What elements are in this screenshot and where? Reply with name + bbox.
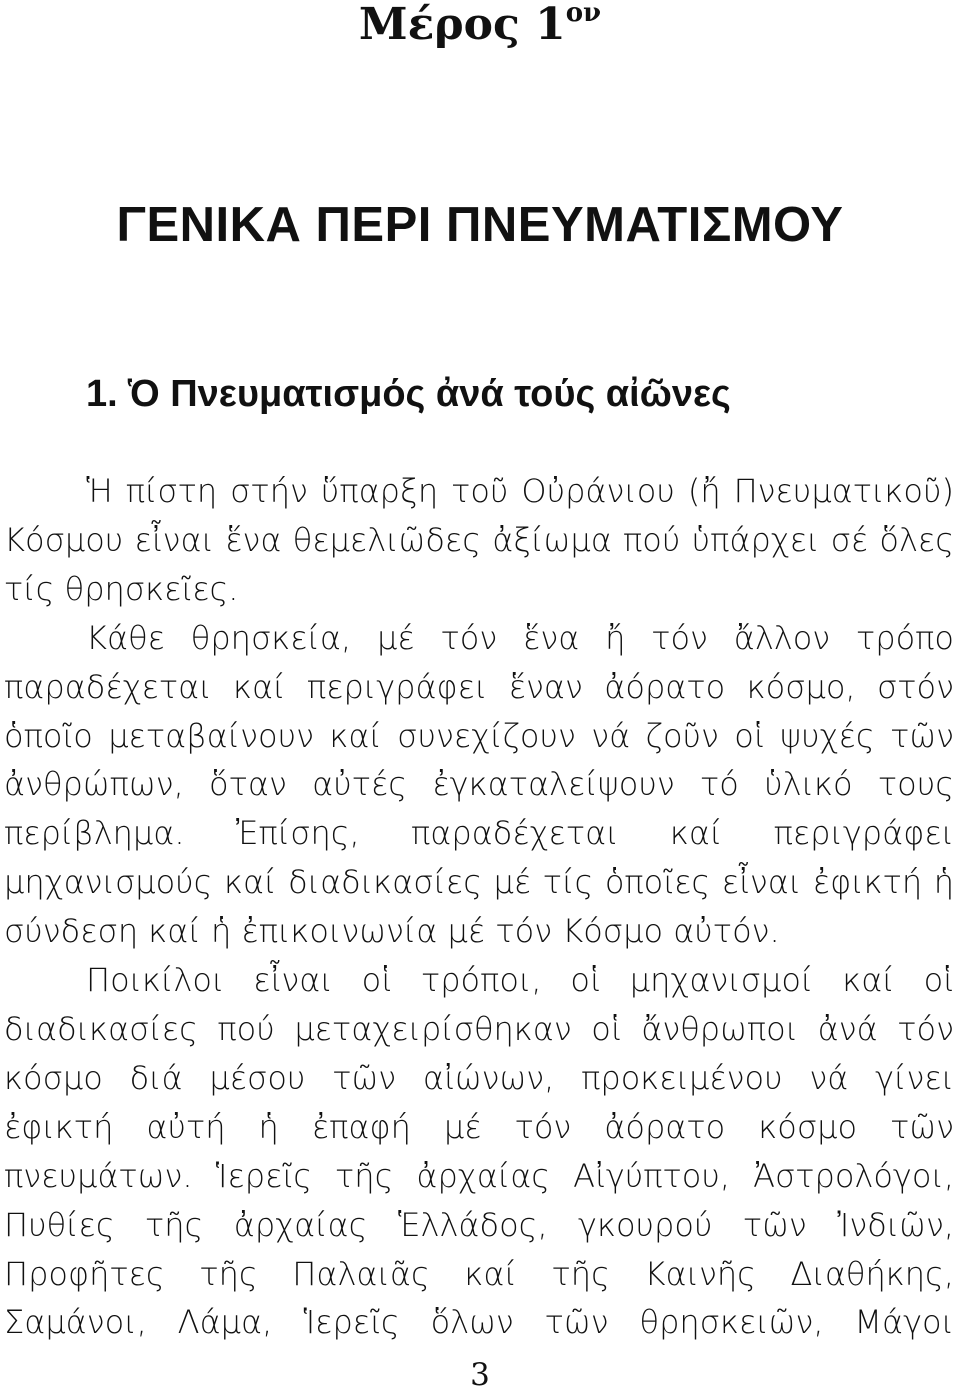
paragraph-3: Ποικίλοι εἶναι οἱ τρόποι, οἱ μηχανισμοί καί οἱ διαδικασίες πού μεταχειρίσθηκαν οἱ ἄνθρωποι ἀνά τόν κόσμο διά μέσου τῶν αἰώνων, προκειμένου νά γίνει ἐφικτή αὐτή ἡ ἐπαφή μέ τόν ἀόρατο κόσμο τῶν πνευμάτων. Ἱερεῖς τῆς ἀρχαίας Αἰγύπτου, Ἀστρολόγοι, Πυθίες τῆς ἀρχαίας Ἑλλάδος, γκουρού τῶν Ἰνδιῶν, Προφῆτες τῆς Παλαιᾶς καί τῆς Καινῆς Διαθήκης, Σαμάνοι, Λάμα, Ἱερεῖς ὅλων τῶν θρησκειῶν, Μάγοι — [4, 961, 954, 1342]
page-number: 3 — [470, 1357, 490, 1393]
paragraph-2: Κάθε θρησκεία, μέ τόν ἕνα ἤ τόν ἄλλον τρόπο παραδέχεται καί περιγράφει ἕναν ἀόρατο κόσμο, στόν ὁποῖο μεταβαίνουν καί συνεχίζουν νά ζοῦν οἱ ψυχές τῶν ἀνθρώπων, ὅταν αὐτές ἐγκαταλείψουν τό ὑλικό τους περίβλημα. Ἐπίσης, παραδέχεται καί περιγράφει μηχανισμούς καί διαδικασίες μέ τίς ὁποῖες εἶναι ἐφικτή ἡ σύνδεση καί ἡ ἐπικοινωνία μέ τόν Κόσμο αὐτόν. — [4, 618, 954, 951]
section-heading: 1. Ὁ Πνευματισμός ἀνά τούς αἰῶνες — [86, 373, 731, 415]
body-text — [4, 467, 954, 1347]
part-title — [0, 0, 960, 50]
part-label: Μέρος 1 — [358, 0, 566, 50]
chapter-heading: ΓΕΝΙΚΑ ΠΕΡΙ ΠΝΕΥΜΑΤΙΣΜΟΥ — [116, 198, 844, 252]
paragraph-1: Ἡ πίστη στήν ὕπαρξη τοῦ Οὐράνιου (ἤ Πνευματικοῦ) Κόσμου εἶναι ἕνα θεμελιῶδες ἀξίωμα πού ὑπάρχει σέ ὅλες τίς θρησκεῖες. — [4, 472, 954, 608]
part-superscript: ον — [565, 0, 602, 28]
